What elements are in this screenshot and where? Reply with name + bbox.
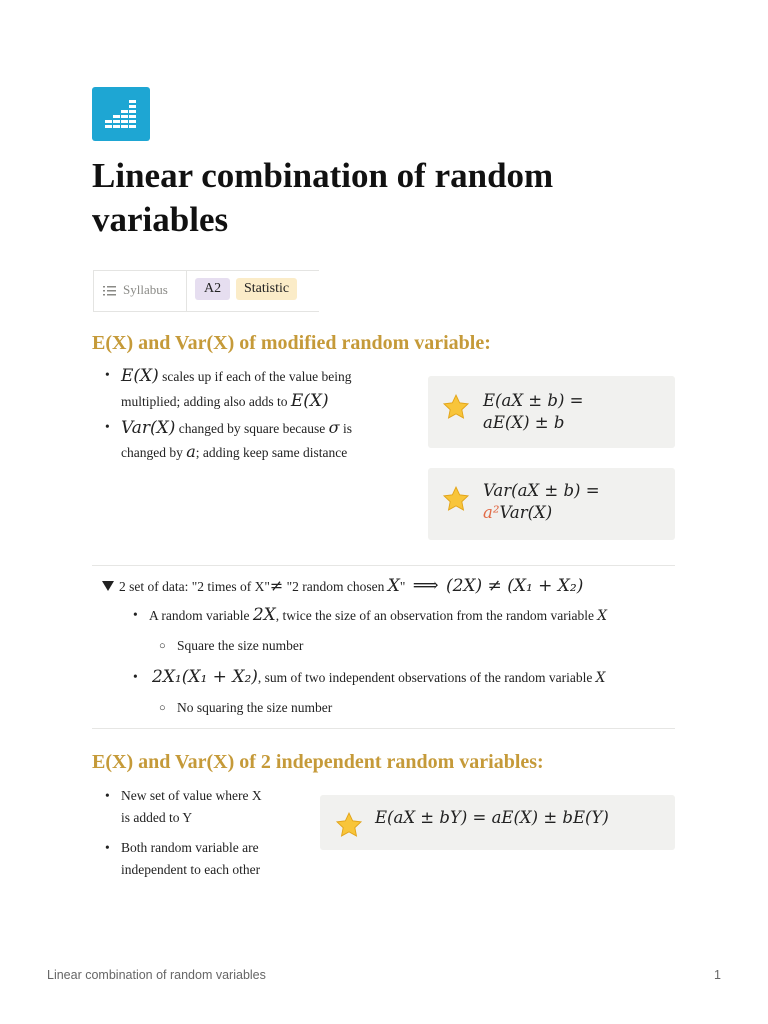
page-title: [92, 154, 652, 242]
math-neq: ≠: [269, 576, 284, 595]
bullet-new-set: [105, 785, 311, 829]
toggle-item-2: [133, 666, 606, 689]
bullet-text: is added to Y: [121, 810, 193, 825]
toggle-triangle-icon[interactable]: [102, 581, 114, 591]
bullet-text: Both random variable are: [121, 840, 259, 855]
star-icon: [442, 393, 470, 421]
toggle-item-1: [133, 604, 608, 627]
toggle-block: [100, 573, 700, 599]
toggle-item-2-sub: [159, 697, 333, 719]
item-text: A random variable: [149, 608, 253, 623]
list-icon: [103, 285, 116, 297]
bullet-text: is: [339, 421, 352, 436]
toggle-text: 2 set of data: "2 times of X": [119, 579, 270, 594]
math-a: a: [186, 442, 196, 461]
tag-statistic[interactable]: Statistic: [236, 278, 297, 300]
bullet-ex-scales: [105, 364, 411, 414]
math-expr: (2X) ≠ (X₁ + X₂): [445, 576, 584, 596]
divider: [92, 565, 675, 566]
callout-independent-formula: E(aX ± bY) = aE(X) ± bE(Y): [375, 808, 609, 827]
syllabus-label: Syllabus: [123, 282, 168, 297]
bullet-dot: •: [105, 419, 110, 434]
math-varx: Var(X): [121, 418, 176, 438]
math-x: X: [597, 608, 608, 624]
toggle-text: "2 random chosen: [283, 579, 388, 594]
star-icon: [442, 485, 470, 513]
footer-title: Linear combination of random variables: [47, 968, 266, 982]
item-text: , sum of two independent observations of the random variable: [257, 670, 596, 685]
bullet-dot: •: [105, 367, 110, 382]
a-squared: a²: [483, 503, 500, 522]
title-line-1: Linear combination of random: [92, 156, 554, 195]
section-heading-modified: E(X) and Var(X) of modified random variable:: [92, 332, 491, 354]
math-ex: E(X): [290, 391, 329, 411]
sub-text: Square the size number: [177, 638, 304, 653]
callout-expectation-line1: E(aX ± b) =: [483, 391, 584, 410]
bullet-text: multiplied; adding also adds to: [121, 394, 291, 409]
footer-page-number: 1: [714, 968, 721, 982]
star-icon: [335, 811, 363, 839]
item-text: , twice the size of an observation from the random variable: [275, 608, 598, 623]
bullet-text: scales up if each of the value being: [158, 369, 352, 384]
page-icon: [92, 87, 150, 141]
callout-expectation: [428, 376, 675, 448]
math-sum: 2X₁(X₁ + X₂): [152, 667, 258, 687]
bullet-text: independent to each other: [121, 862, 261, 877]
math-x: X: [595, 670, 606, 686]
callout-variance-line1: Var(aX ± b) =: [483, 481, 600, 500]
callout-variance: [428, 468, 675, 540]
bullet-dot: •: [133, 607, 138, 622]
callout-independent: [320, 795, 675, 850]
bullet-dot: •: [105, 840, 110, 855]
toggle-text: ": [399, 579, 406, 594]
bullet-independent: [105, 837, 311, 881]
math-x: X: [387, 576, 400, 596]
divider: [92, 728, 675, 729]
bullet-dot: •: [105, 788, 110, 803]
bullet-text: ; adding keep same distance: [195, 445, 348, 460]
toggle-item-1-sub: [159, 635, 304, 657]
properties-row: [93, 270, 319, 312]
bullet-text: changed by square because: [175, 421, 329, 436]
bullet-text: New set of value where X: [121, 788, 262, 803]
bar-chart-icon: [92, 87, 150, 141]
sub-text: No squaring the size number: [177, 700, 333, 715]
math-ex: E(X): [121, 366, 159, 386]
callout-expectation-line2: aE(X) ± b: [483, 413, 565, 432]
math-2x: 2X: [252, 605, 276, 625]
property-name-cell[interactable]: [94, 271, 187, 311]
title-line-2: variables: [92, 200, 229, 239]
math-sigma: σ: [328, 418, 340, 437]
bullet-var-square: [105, 416, 411, 464]
bullet-dot: •: [133, 669, 138, 684]
circle-bullet: ○: [159, 702, 166, 714]
section-heading-independent: E(X) and Var(X) of 2 independent random variables:: [92, 751, 544, 773]
bullet-text: changed by: [121, 445, 187, 460]
toggle-summary[interactable]: [119, 575, 583, 598]
math-implies: ⟹: [412, 575, 439, 596]
circle-bullet: ○: [159, 640, 166, 652]
tag-a2[interactable]: A2: [195, 278, 230, 300]
callout-variance-line2: Var(X): [499, 503, 553, 522]
